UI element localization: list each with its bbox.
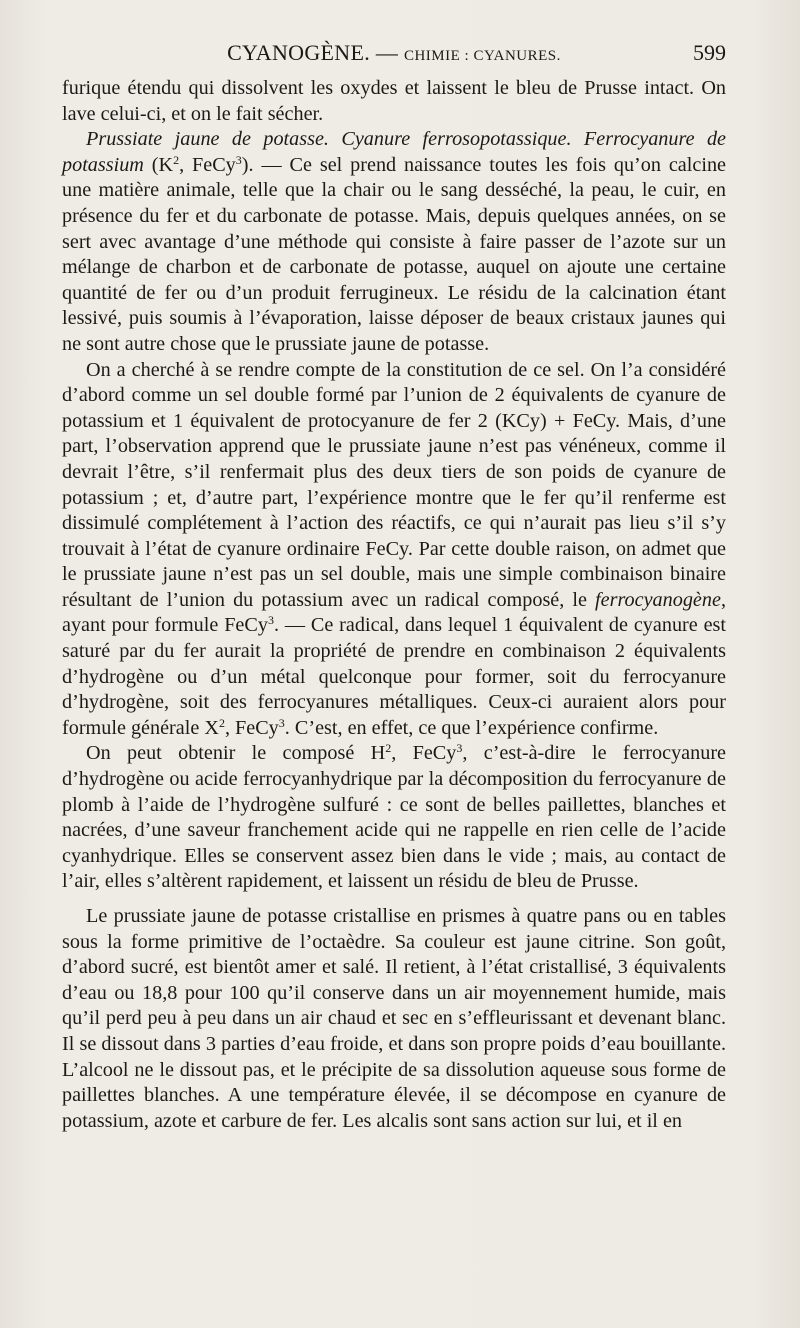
paragraph-prussiate-intro <box>62 127 726 357</box>
paragraph-text: . C’est, en effet, ce que l’expérience confirme. <box>284 716 659 739</box>
formula-part: ). <box>241 153 254 176</box>
formula-sup: 2 <box>385 741 392 756</box>
paragraph-text: , FeCy <box>391 742 457 765</box>
running-header <box>62 40 726 74</box>
formula-part: (K <box>151 153 174 176</box>
header-subtitle: CHIMIE : CYANURES. <box>403 48 561 64</box>
paragraph-text: — Ce sel prend naissance toutes les fois qu’on calcine une matière animale, telle que la chair ou le sang desséché, la peau, le cuir, en présence du fer et du carbonate de potasse. Mais, depuis quelques années, on se sert avec avantage d’une méthode qui consiste à faire passer de l’azote sur un mélange de charbon et de carbonate de potasse, auquel on ajoute une certaine quantité de fer ou d’un produit ferrugineux. Le résidu de la calcination étant lessivé, puis soumis à l’évaporation, laisse déposer de beaux cristaux jaunes qui ne sont autre chose que le prussiate jaune de potasse. <box>62 153 726 355</box>
header-title-main: CYANOGÈNE. <box>227 40 371 65</box>
header-title <box>62 40 726 66</box>
formula-sup: 3 <box>235 152 242 167</box>
formula-sup: 2 <box>218 715 225 730</box>
header-dash: — <box>375 40 399 65</box>
section-heading-italic: Prussiate jaune de potasse. Cyanure ferrosopotassique. Ferrocyanure de potassium <box>62 128 726 176</box>
paragraph-text: , c’est-à-dire le ferrocyanure d’hydrogène ou acide ferrocyanhydrique par la décomposition du ferrocyanure de plomb à l’aide de l’hydrogène sulfuré : ce sont de belles paillettes, blanches et nacrées, d’une saveur franchement acide qui ne rappelle en rien celle de l’acide cyanhydrique. Elles se conservent assez bien dans le vide ; mais, au contact de l’air, elles s’altèrent rapidement, et laissent un résidu de bleu de Prusse. <box>62 742 726 893</box>
paragraph-continuation: furique étendu qui dissolvent les oxydes et laissent le bleu de Prusse intact. On lave celui-ci, et on le fait sécher. <box>62 77 726 125</box>
paragraph-constitution <box>62 358 726 742</box>
paragraph-text: . — Ce radical, dans lequel 1 équivalent de cyanure est saturé par du fer aurait la propriété de prendre en combinaison 2 équivalents d’hydrogène ou d’un métal quelconque pour former, soit du ferrocyanure d’hydrogène, soit des ferrocyanures métalliques. Ceux-ci auraient alors pour formule générale X <box>62 614 726 739</box>
formula-sup: 3 <box>267 613 274 628</box>
body-text <box>62 76 726 1134</box>
paragraph-text: On a cherché à se rendre compte de la constitution de ce sel. On l’a considéré d’abord comme un sel double formé par l’union de 2 équivalents de cyanure de potassium et 1 équivalent de protocyanure de fer 2 (KCy) + FeCy. Mais, d’une part, l’observation apprend que le prussiate jaune n’est pas vénéneux, comme il devrait l’être, s’il renfermait plus des deux tiers de son poids de cyanure de potassium ; et, d’autre part, l’expérience montre que le fer qu’il renferme est dissimulé complétement à l’action des réactifs, ce qui n’aurait pas lieu s’il s’y trouvait à l’état de cyanure ordinaire FeCy. Par cette double raison, on admet que le prussiate jaune n’est pas un sel double, mais une simple combinaison binaire résultant de l’union du potassium avec un radical composé, le <box>62 358 726 611</box>
formula-sup: 3 <box>278 715 285 730</box>
formula-sup: 3 <box>456 741 463 756</box>
italic-term: ferrocyanogène <box>595 588 721 611</box>
formula-sup: 2 <box>173 152 180 167</box>
paragraph-text: On peut obtenir le composé H <box>86 742 386 765</box>
paragraph-text: , ayant pour formule FeCy <box>62 588 726 637</box>
formula-part: , FeCy <box>179 153 236 176</box>
paragraph-acid <box>62 741 726 895</box>
page-number: 599 <box>693 40 726 65</box>
paragraph-text: , FeCy <box>224 716 279 739</box>
paragraph-crystallisation: Le prussiate jaune de potasse cristallise en prismes à quatre pans ou en tables sous la forme primitive de l’octaèdre. Sa couleur est jaune citrine. Son goût, d’abord sucré, est bientôt amer et salé. Il retient, à l’état cristallisé, 3 équivalents d’eau ou 18,8 pour 100 qu’il conserve dans un air moyennement humide, mais qu’il perd peu à peu dans un air chaud et sec en s’effleurissant et devenant blanc. Il se dissout dans 3 parties d’eau froide, et dans son propre poids d’eau bouillante. L’alcool ne le dissout pas, et le précipite de sa dissolution aqueuse sous forme de paillettes blanches. A une température élevée, il se décompose en cyanure de potassium, azote et carbure de fer. Les alcalis sont sans action sur lui, et il en <box>62 905 726 1132</box>
